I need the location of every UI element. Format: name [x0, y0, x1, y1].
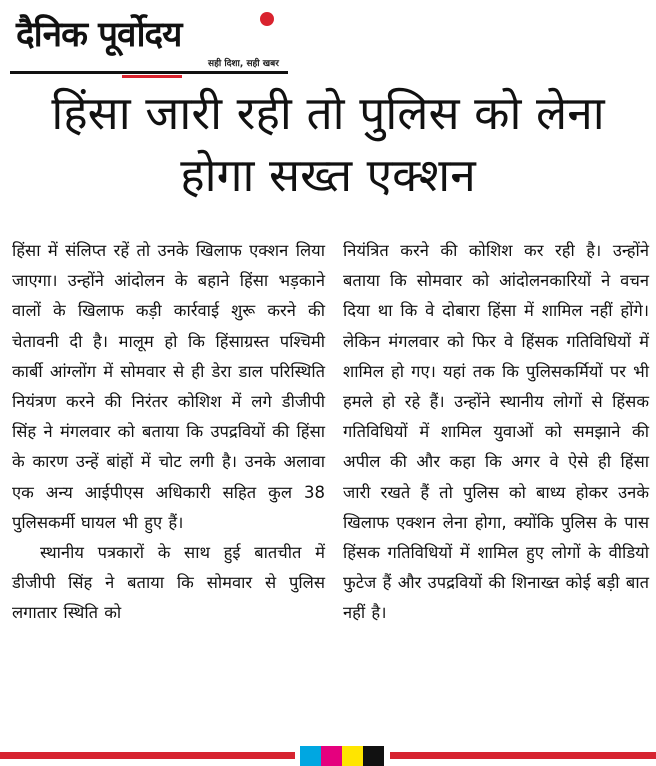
article-paragraph: हिंसा में संलिप्त रहें तो उनके खिलाफ एक्शन लिया जाएगा। उन्होंने आंदोलन के बहाने हिंसा भड़काने वालों के खिलाफ कड़ी कार्रवाई शुरू करने की चेतावनी दी है। मालूम हो कि हिंसाग्रस्त पश्चिमी कार्बी आंग्लोंग में सोमवार से ही डेरा डाल परिस्थिति नियंत्रण करने की निरंतर कोशिश में लगे डीजीपी सिंह ने मंगलवार को बताया कि उपद्रवियों की हिंसा के कारण उन्हें बांहों में चोट लगी है। उनके अलावा एक अन्य आईपीएस अधिकारी सहित कुल 38 पुलिसकर्मी घायल भी हुए हैं।	[12, 241, 325, 532]
article-column-left	[12, 236, 325, 629]
masthead-accent-rule	[122, 75, 182, 78]
magenta-block	[321, 746, 342, 766]
article-paragraph: नियंत्रित करने की कोशिश कर रही है। उन्होंने बताया कि सोमवार को आंदोलनकारियों ने वचन दिया था कि वे दोबारा हिंसा में शामिल नहीं होंगे। लेकिन मंगलवार को फिर वे हिंसक गतिविधियों में शामिल हो गए। यहां तक कि पुलिसकर्मियों पर भी हमले हो रहे हैं। उन्होंने स्थानीय लोगों से हिंसक गतिविधियों में शामिल युवाओं को समझाने की अपील की और कहा कि अगर वे ऐसे ही हिंसा जारी रखते हैं तो पुलिस को बाध्य होकर उनके खिलाफ एक्शन लेना होगा, क्योंकि पुलिस के पास हिंसक गतिविधियों में शामिल हुए लोगों के वीडियो फुटेज हैं और उपद्रवियों की शिनाख्त कोई बड़ी बात नहीं है।	[343, 241, 649, 623]
article-paragraph: स्थानीय पत्रकारों के साथ हुई बातचीत में डीजीपी सिंह ने बताया कि सोमवार से पुलिस लगातार स्थिति को	[12, 543, 325, 623]
footer-bar-right	[390, 752, 656, 759]
yellow-block	[342, 746, 363, 766]
footer-bar-left	[0, 752, 295, 759]
brand-dot-icon	[260, 12, 274, 26]
headline: हिंसा जारी रही तो पुलिस को लेना होगा सख्त एक्शन	[51, 86, 605, 202]
tagline: सही दिशा, सही खबर	[208, 59, 279, 69]
cyan-block	[300, 746, 321, 766]
black-block	[363, 746, 384, 766]
masthead-rule	[10, 71, 288, 74]
brand-logo: दैनिक पूर्वोदय	[16, 15, 182, 55]
masthead	[10, 6, 290, 72]
print-registration-marks	[300, 746, 384, 766]
article-column-right	[343, 236, 649, 629]
